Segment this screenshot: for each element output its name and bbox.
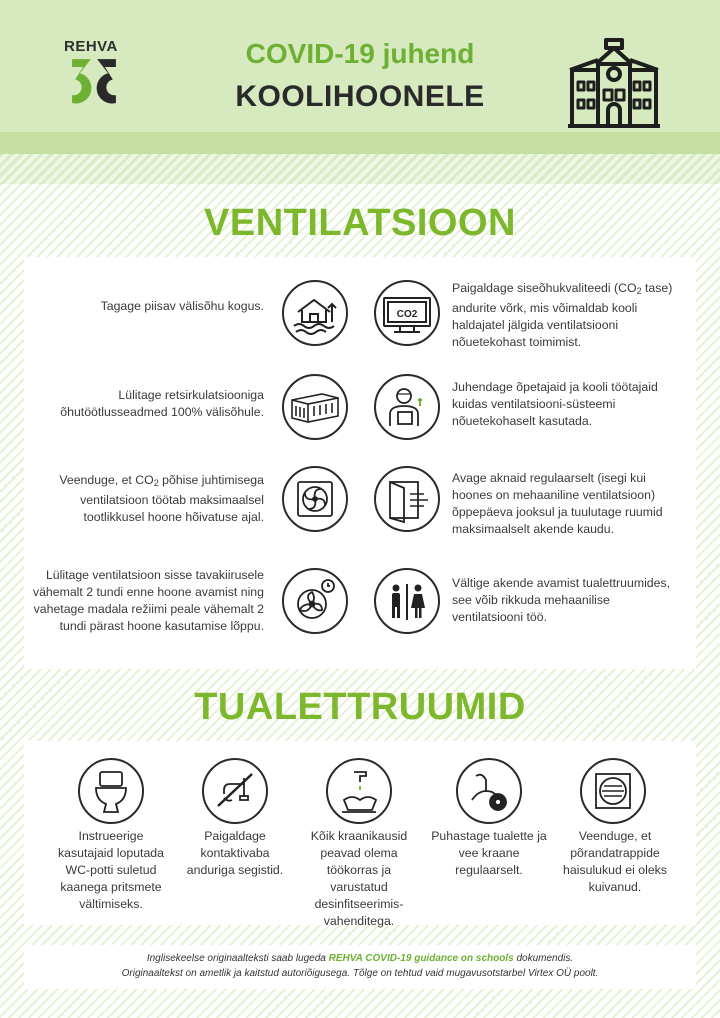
fan-timer-icon (282, 568, 348, 634)
guide-title: COVID-19 juhend (245, 38, 475, 69)
ventilation-title: VENTILATSIOON (204, 202, 516, 244)
vent-left-text-3 (40, 472, 264, 526)
ventilation-unit-icon (282, 374, 348, 440)
vent-left-text-2: Lülitage retsirkulatsiooniga õhutöötlusseadmed 100% välisõhule. (60, 388, 264, 419)
vent-right-text-4: Vältige akende avamist tualettruumides, see võib rikkuda mehaanilise ventilatsiooni töö. (452, 576, 671, 624)
vent-right-text-3: Avage aknaid regulaarselt (isegi kui hoones on mehaaniline ventilatsioon) õppepäeva jooksul ja tuulutage ruumid maksimaalselt akende kaudu. (452, 471, 663, 536)
text-part: tase) andurite võrk, mis võimaldab kooli haldajatel jälgida ventilatsiooni nõuetekohast toimimist. (452, 281, 673, 349)
footer-note (24, 945, 696, 989)
guide-subtitle: KOOLIHOONELE (235, 80, 485, 113)
co2-label: CO2 (396, 309, 418, 320)
vent-right-text-1 (452, 280, 682, 351)
text-sub: 2 (153, 478, 159, 488)
vent-right-text-2: Juhendage õpetajaid ja kooli töötajaid kuidas ventilatsiooni-süsteemi nõuetekohaselt kasutada. (452, 380, 658, 428)
cleaning-icon (456, 758, 522, 824)
header-band (0, 132, 720, 154)
toilets-title: TUALETTRUUMID (194, 686, 526, 728)
footer-text: dokumendis. (513, 953, 574, 964)
source-link[interactable]: REHVA COVID-19 guidance on schools (328, 953, 514, 964)
toilet-text-5: Veenduge, et põrandatrappide haisulukud ei oleks kuivanud. (563, 829, 667, 894)
handwash-icon (326, 758, 392, 824)
footer-line-1 (24, 951, 696, 966)
fan-box-icon (282, 466, 348, 532)
toilet-icon (78, 758, 144, 824)
toilet-text-1: Instrueerige kasutajaid loputada WC-potti suletud kaanega pritsmete vältimiseks. (58, 829, 164, 911)
touchless-faucet-icon (202, 758, 268, 824)
toilet-text-3: Kõik kraanikausid peavad olema töökorras ja varustatud desinfitseerimis-vahenditega. (310, 829, 408, 928)
vent-left-text-1: Tagage piisav välisõhu kogus. (100, 299, 264, 313)
toilet-text-4: Puhastage tualette ja vee kraane regulaarselt. (431, 829, 547, 877)
brand-name: REHVA (64, 38, 118, 55)
header-stripes (0, 154, 720, 184)
toilet-text-2: Paigaldage kontaktivaba anduriga segistid. (186, 829, 284, 877)
footer-line-2: Originaaltekst on ametlik ja kaitstud autoriõigusega. Tõlge on tehtud vaid mugavusotstarbel Virtex OÜ poolt. (121, 968, 599, 979)
restroom-icon (374, 568, 440, 634)
teacher-icon (374, 374, 440, 440)
house-airflow-icon (282, 280, 348, 346)
text-part: Paigaldage siseõhukvaliteedi (CO (452, 281, 637, 295)
open-window-icon (374, 466, 440, 532)
text-part: Veenduge, et CO (59, 473, 154, 487)
text-sub: 2 (636, 286, 642, 296)
footer-text: Inglisekeelse originaalteksti saab lugeda (146, 953, 329, 964)
floor-drain-icon (580, 758, 646, 824)
school-building-icon (566, 38, 662, 130)
text-part: põhise juhtimisega ventilatsioon töötab maksimaalsel tootlikkusel hoone hõivatuse ajal. (80, 473, 264, 524)
vent-left-text-4: Lülitage ventilatsioon sisse tavakiirusele vähemalt 2 tundi enne hoone avamist ning vahetage madala režiimi peale vähemalt 2 tundi pärast hoone kasutamise lõppu. (32, 568, 264, 633)
co2-monitor-icon (374, 280, 440, 346)
